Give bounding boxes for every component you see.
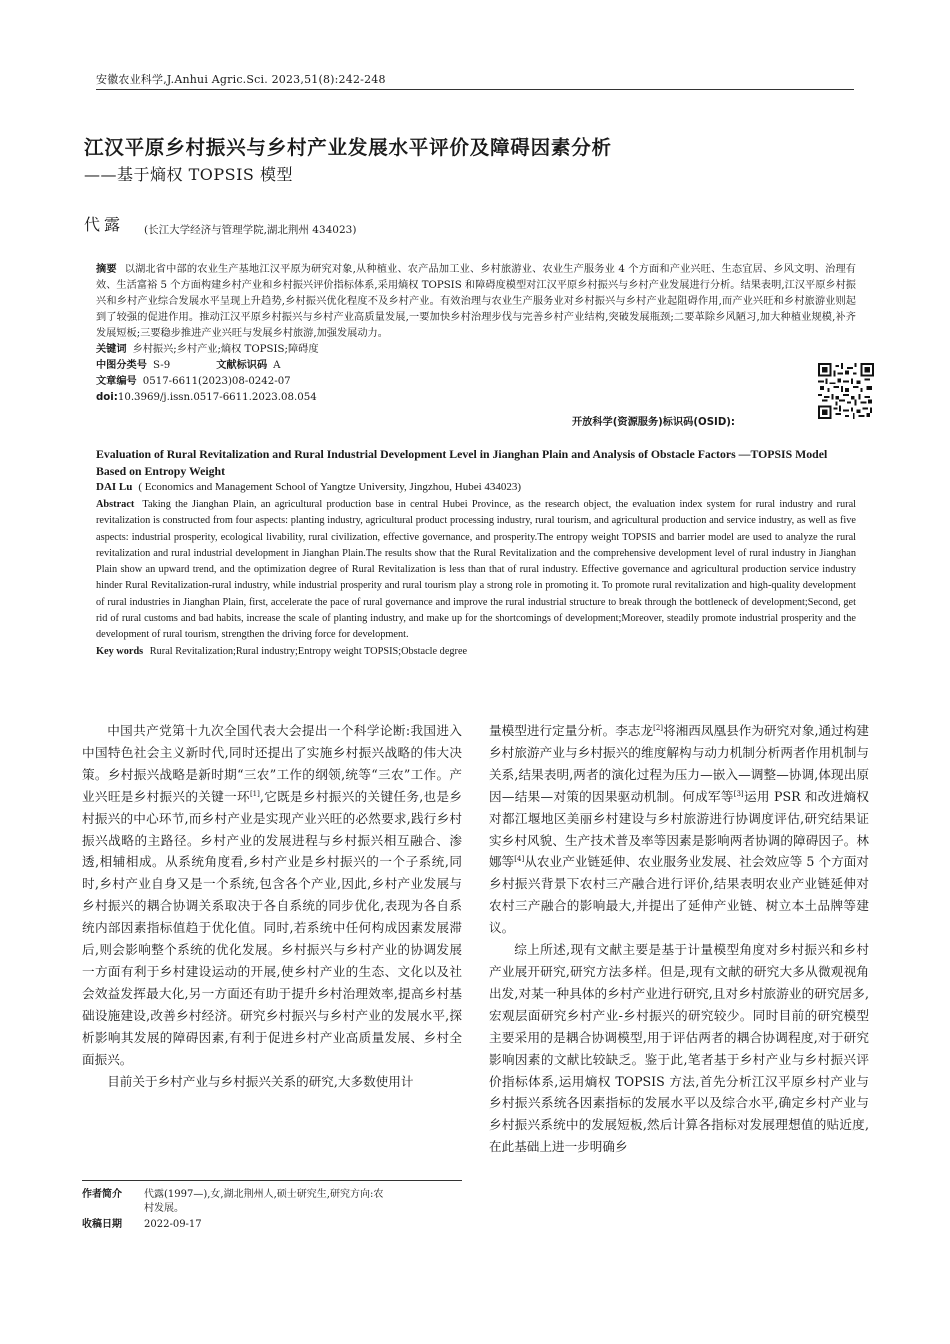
body-paragraph [489,720,869,939]
author-bio-footnote [82,1188,462,1216]
article-number-label: 文章编号 [96,376,137,387]
chinese-abstract [96,262,856,342]
author-bio-text-continued: 村发展。 [144,1203,184,1214]
clc-line [96,358,856,374]
author-bio-label: 作者简介 [82,1189,122,1200]
body-text: 中国共产党第十九次全国代表大会提出一个科学论断:我国进入中国特色社会主义新时代,同时还提出了实施乡村振兴战略的伟大决策。乡村振兴战略是新时期“三农”工作的纲领,统等“三农”工作。产业兴旺是乡村振兴的关键一环 [82,723,462,804]
citation-ref[interactable]: [2] [653,723,664,732]
body-text: ,它既是乡村振兴的关键任务,也是乡村振兴的中心环节,而乡村产业是实现产业兴旺的必然要求,践行乡村振兴战略的主路径。乡村产业的发展进程与乡村振兴相互融合、渗透,相辅相成。从系统角度看,乡村产业是乡村振兴的一个子系统,同时,乡村产业自身又是一个系统,包含各个产业,因此,乡村产业发展与乡村振兴的耦合协调关系取决于各自系统的同步优化,表现为各自系统内部因素指标值趋于优化值。同时,若系统中任何构成因素发展滞后,则会影响整个系统的优化发展。乡村振兴与乡村产业的协调发展一方面有利于乡村建设运动的开展,使乡村产业的生态、文化以及社会效益发挥最大化,另一方面还有助于提升乡村治理效率,提高乡村基础设施建设,改善乡村经济。研究乡村振兴与乡村产业的发展水平,探析影响其发展的障碍因素,有利于促进乡村产业高质量发展、乡村全面振兴。 [82,788,462,1067]
english-abstract-text: Taking the Jianghan Plain, an agricultural production base in central Hubei Province, as the research object, the evaluation index system for rural industry and rural revitalization is constructed from four aspects: planting industry, agricultural product processing industry, rural tourism, and agricultural production and service industry, as well as five aspects: industrial prosperity, ecological livability, rural civilization, effective governance, and prosperity.The entropy weight TOPSIS and barrier model are used to analyze the rural revitalization and rural industrial development in Jianghan Plain.The results show that the Rural Revitalization and the comprehensive development level of rural industry in Jianghan Plain show an upward trend, and the optimization degree of Rural Revitalization is less than that of rural industry. Effective governance and agricultural production service industry hinder Rural Revitalization-rural industry, while industrial prosperity and rural tourism play a strong role in promoting it. To promote rural revitalization and high-quality development of rural industries in Jianghan Plain, first, accelerate the pace of rural governance and improve the rural industrial structure to break through the bottleneck of development;Second, get rid of rural customs and bad habits, increase the scale of planting industry, and make up for the shortcomings of development;Moreover, steadily promote industrial prosperity and the development of rural tourism, strengthen the driving force for development. [96,499,856,641]
doi-line [96,390,856,406]
english-title: Evaluation of Rural Revitalization and Rural Industrial Development Level in Jianghan Plain and Analysis of Obstacle Factors —TOPSIS Model Based on Entropy Weight [96,447,828,478]
qr-code-icon[interactable] [818,363,874,419]
body-paragraph: 综上所述,现有文献主要是基于计量模型角度对乡村振兴和乡村产业展开研究,研究方法多样。但是,现有文献的研究大多从微观视角出发,对某一种具体的乡村产业进行研究,且对乡村旅游业的研究居多,宏观层面研究乡村产业-乡村振兴的研究较少。同时目前的研究模型主要采用的是耦合协调模型,用于评估两者的耦合协调程度,对于研究影响因素的文献比较缺乏。鉴于此,笔者基于乡村产业与乡村振兴评价指标体系,运用熵权 TOPSIS 方法,首先分析江汉平原乡村产业与乡村振兴系统各因素指标的发展水平以及综合水平,确定乡村产业与乡村振兴系统中的发展短板,然后计算各指标对发展理想值的贴近度,在此基础上进一步明确乡 [489,942,869,1155]
english-author-affiliation: ( Economics and Management School of Yangtze University, Jingzhou, Hubei 434023) [138,481,522,493]
body-column-right [489,720,869,1158]
received-date-label: 收稿日期 [82,1219,122,1230]
citation-ref[interactable]: [1] [249,789,260,798]
paper-title: 江汉平原乡村振兴与乡村产业发展水平评价及障碍因素分析 [84,136,612,159]
article-number-value: 0517-6611(2023)08-0242-07 [142,376,291,387]
body-column-left [82,720,462,1092]
footnote-divider [82,1180,462,1181]
english-keywords-label: Key words [96,645,144,657]
chinese-meta-block [96,262,856,406]
english-abstract [96,497,856,644]
article-number-line [96,374,856,390]
english-abstract-label: Abstract [96,499,135,510]
header-rule [96,89,854,90]
chinese-keywords [96,342,856,358]
english-keywords-text: Rural Revitalization;Rural industry;Entropy weight TOPSIS;Obstacle degree [149,645,468,657]
clc-label: 中图分类号 [96,360,147,371]
body-text: 运用 PSR 和改进熵权对都江堰地区美丽乡村建设与乡村旅游进行协调度评估,研究结果证实乡村风貌、生产技术普及率等因素是影响两者协调的障碍因子。林娜等 [489,788,870,870]
osid-label: 开放科学(资源服务)标识码(OSID): [572,417,736,428]
author-name: 代露 [84,215,125,234]
doc-code-label: 文献标识码 [216,360,268,371]
body-text: 将湘西凤凰县作为研究对象,通过构建乡村旅游产业与乡村振兴的维度解构与动力机制分析两者作用机制与关系,结果表明,两者的演化过程为压力—嵌入—调整—协调,体现出原因—结果—对策的因果驱动机制。何成军等 [489,723,869,804]
author-affiliation: (长江大学经济与管理学院,湖北荆州 434023) [144,224,357,236]
chinese-abstract-label: 摘要 [96,264,117,275]
journal-header: 安徽农业科学,J.Anhui Agric.Sci. 2023,51(8):242-248 [96,73,386,86]
chinese-keywords-text: 乡村振兴;乡村产业;熵权 TOPSIS;障碍度 [132,344,319,355]
english-author-line [96,479,856,495]
chinese-abstract-text: 以湖北省中部的农业生产基地江汉平原为研究对象,从种植业、农产品加工业、乡村旅游业、农业生产服务业 4 个方面和产业兴旺、生态宜居、乡风文明、治理有效、生活富裕 5 个方面构建乡村产业和乡村振兴评价指标体系,采用熵权 TOPSIS 和障碍度模型对江汉平原乡村振兴与乡村产业发展进行分析。结果表明,江汉平原乡村振兴和乡村产业综合发展水平呈现上升趋势,乡村振兴优化程度不及乡村产业。有效治理与农业生产服务业对乡村振兴与乡村产业起阻碍作用,而产业兴旺和乡村旅游业则起到了较强的促进作用。推动江汉平原乡村振兴与乡村产业高质量发展,一要加快乡村治理步伐与完善乡村产业结构,突破发展瓶颈;二要革除乡风陋习,加大种植业规模,补齐发展短板;三要稳步推进产业兴旺与发展乡村旅游,加强发展动力。 [96,264,856,339]
received-date-value: 2022-09-17 [144,1219,202,1230]
english-keywords [96,644,856,660]
body-paragraph [82,720,462,1071]
english-author-name: DAI Lu [96,481,133,493]
doi-label: doi: [96,392,118,403]
citation-ref[interactable]: [3] [733,789,744,798]
english-meta-block [96,497,856,660]
body-text: 从农业产业链延伸、农业服务业发展、社会效应等 5 个方面对乡村振兴背景下农村三产融合进行评价,结果表明农业产业链延伸对农村三产融合的影响最大,并提出了延伸产业链、树立本土品牌等建议。 [489,854,870,936]
author-bio-text: 代露(1997—),女,湖北荆州人,硕士研究生,研究方向:农 [144,1189,384,1200]
received-date-footnote [82,1218,462,1232]
doi-value[interactable]: 10.3969/j.issn.0517-6611.2023.08.054 [117,392,317,403]
body-paragraph: 目前关于乡村产业与乡村振兴关系的研究,大多数使用计 [107,1073,414,1089]
doc-code-value: A [273,360,281,371]
chinese-keywords-label: 关键词 [96,344,127,355]
body-text: 量模型进行定量分析。李志龙 [489,723,654,738]
clc-value: S-9 [152,360,171,371]
citation-ref[interactable]: [4] [514,855,525,864]
paper-subtitle: ——基于熵权 TOPSIS 模型 [84,165,293,184]
